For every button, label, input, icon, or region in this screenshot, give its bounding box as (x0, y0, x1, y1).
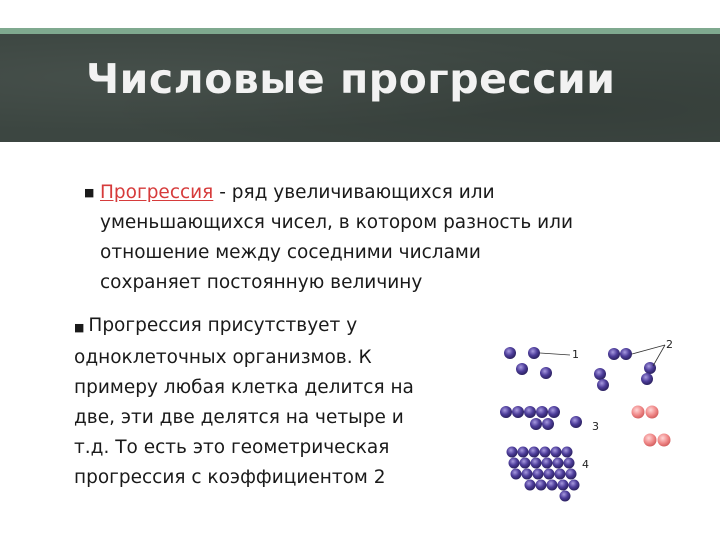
cell-group-1 (504, 347, 552, 379)
term-progression: Прогрессия (100, 182, 214, 203)
example-line-4: две, эти две делятся на четыре и (74, 407, 404, 428)
definition-line-1-text: ряд увеличивающихся или (231, 182, 495, 203)
example-line-5: т.д. То есть это геометрическая (74, 437, 390, 458)
example-paragraph (74, 311, 474, 493)
example-line-2: одноклеточных организмов. К (74, 347, 372, 368)
cell-group-3 (500, 406, 582, 430)
example-line-6: прогрессия с коэффициентом 2 (74, 467, 386, 488)
label-3: 3 (592, 420, 599, 433)
example-line-3: примеру любая клетка делится на (74, 377, 414, 398)
definition-line-2: уменьшающихся чисел, в котором разность или (100, 212, 573, 233)
label-1: 1 (572, 348, 579, 361)
definition-dash: - (213, 182, 232, 203)
label-4: 4 (582, 458, 589, 471)
square-bullet-icon: ■ (74, 321, 85, 334)
example-line-1 (74, 311, 474, 343)
definition-paragraph (84, 178, 684, 298)
definition-line-4: сохраняет постоянную величину (100, 272, 423, 293)
example-line-1-text: Прогрессия присутствует у (88, 315, 358, 336)
slide-title: Числовые прогрессии (86, 55, 616, 103)
square-bullet-icon: ■ (84, 186, 95, 199)
label-2: 2 (666, 338, 673, 351)
cell-division-illustration (490, 330, 690, 510)
cell-group-4 (507, 447, 580, 502)
cell-group-2 (594, 348, 671, 447)
definition-line-3: отношение между соседними числами (100, 242, 481, 263)
definition-line-1 (84, 178, 684, 208)
